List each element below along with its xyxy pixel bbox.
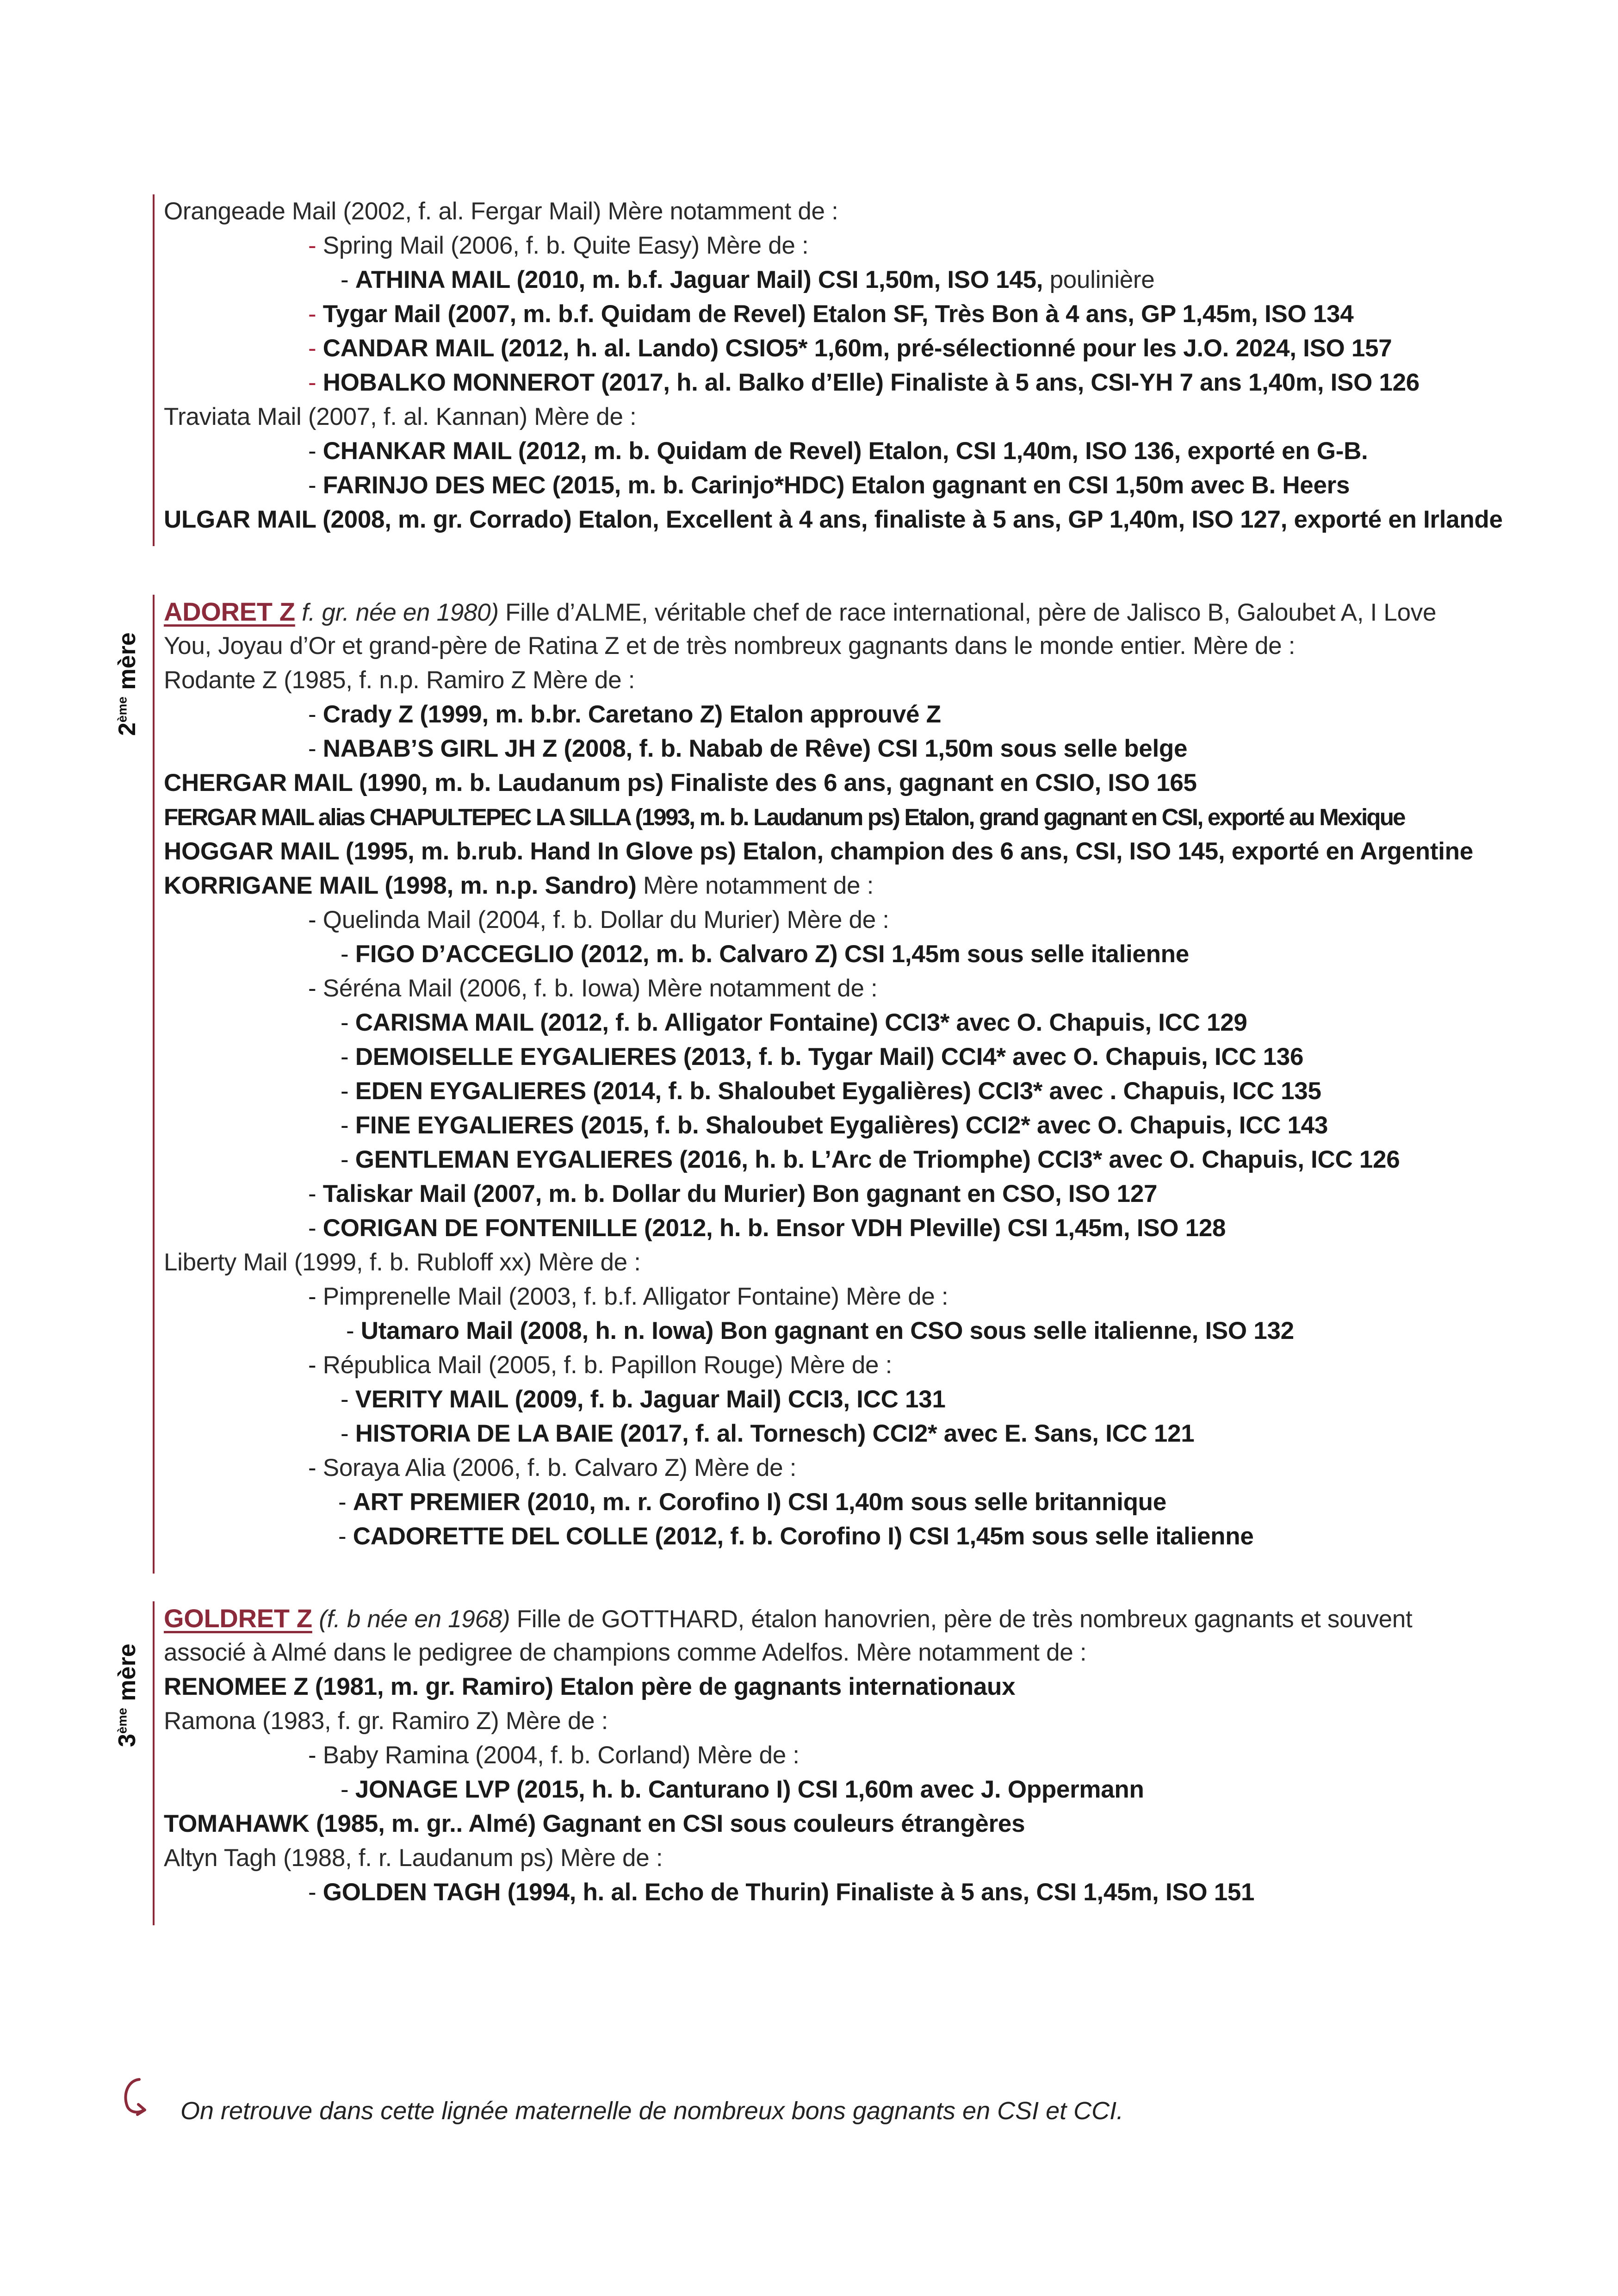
section-vertical-rule [153,194,155,546]
list-dash: - [308,1454,323,1481]
pedigree-line [341,1108,1328,1143]
section-vertical-rule [153,1601,155,1925]
list-dash: - [308,472,323,499]
section-third-dam [164,1601,1556,1925]
list-dash: - [338,1523,353,1550]
pedigree-line-text: ATHINA MAIL (2010, m. b.f. Jaguar Mail) CSI 1,50m, ISO 145, [355,266,1043,293]
list-dash: - [308,437,323,465]
pedigree-line [341,1773,1144,1807]
pedigree-line [308,1348,892,1382]
list-dash: - [341,1009,355,1036]
pedigree-line-text: Tygar Mail (2007, m. b.f. Quidam de Revel) Etalon SF, Très Bon à 4 ans, GP 1,45m, ISO 134 [322,300,1354,328]
dam-description: Fille de GOTTHARD, étalon hanovrien, père de très nombreux gagnants et souvent [510,1605,1413,1633]
list-dash: - [308,232,323,259]
pedigree-line [341,1382,946,1417]
pedigree-line-text: RENOMEE Z (1981, m. gr. Ramiro) Etalon père de gagnants internationaux [164,1673,1016,1700]
pedigree-line-text: Utamaro Mail (2008, h. n. Iowa) Bon gagnant en CSO sous selle italienne, ISO 132 [360,1317,1294,1344]
pedigree-line-text: CANDAR MAIL (2012, h. al. Lando) CSIO5* 1,60m, pré-sélectionné pour les J.O. 2024, ISO 157 [322,335,1392,362]
list-dash: - [346,1317,361,1344]
pedigree-line [164,503,1503,537]
pedigree-line [308,331,1392,366]
pedigree-line-text: JONAGE LVP (2015, h. b. Canturano I) CSI 1,60m avec J. Oppermann [355,1776,1144,1803]
pedigree-line-suffix: Mère notamment de : [636,872,874,899]
pedigree-line [308,434,1368,468]
list-dash: - [341,1146,355,1173]
pedigree-line-text: EDEN EYGALIERES (2014, f. b. Shaloubet Eygalières) CCI3* avec . Chapuis, ICC 135 [355,1077,1321,1105]
pedigree-line [341,1040,1303,1074]
pedigree-line [341,1143,1400,1177]
pedigree-line [164,663,635,697]
list-dash: - [341,1077,355,1105]
pedigree-line [308,297,1353,331]
pedigree-line [308,697,941,732]
list-dash: - [308,735,323,762]
pedigree-line [338,1485,1166,1519]
pedigree-line [308,1177,1157,1211]
pedigree-line [308,1211,1226,1245]
pedigree-line-text: CADORETTE DEL COLLE (2012, f. b. Corofino I) CSI 1,45m sous selle italienne [353,1523,1254,1550]
pedigree-line-text: FINE EYGALIERES (2015, f. b. Shaloubet Eygalières) CCI2* avec O. Chapuis, ICC 143 [355,1112,1328,1139]
list-dash: - [308,1879,323,1906]
pedigree-line-text: CHANKAR MAIL (2012, m. b. Quidam de Revel) Etalon, CSI 1,40m, ISO 136, exporté en G-B. [322,437,1368,465]
dam-description-cont: You, Joyau d’Or et grand-père de Ratina Z et de très nombreux gagnants dans le monde entier. Mère de : [164,632,1296,660]
pedigree-line [164,1704,608,1738]
pedigree-line [308,229,808,263]
list-dash: - [308,1214,323,1242]
pedigree-line-text: CARISMA MAIL (2012, f. b. Alligator Fontaine) CCI3* avec O. Chapuis, ICC 129 [355,1009,1247,1036]
pedigree-line-text: DEMOISELLE EYGALIERES (2013, f. b. Tygar Mail) CCI4* avec O. Chapuis, ICC 136 [355,1043,1304,1070]
footer-note: On retrouve dans cette lignée maternelle de nombreux bons gagnants en CSI et CCI. [180,2097,1124,2125]
dam-header [164,1601,1412,1636]
pedigree-line-text: VERITY MAIL (2009, f. b. Jaguar Mail) CCI3, ICC 131 [355,1386,946,1413]
list-dash: - [308,1283,323,1310]
curved-arrow-icon [118,2076,155,2117]
pedigree-line [308,732,1187,766]
pedigree-line-text: Liberty Mail (1999, f. b. Rubloff xx) Mère de : [164,1249,641,1276]
pedigree-line [164,869,874,903]
pedigree-line-text: HOGGAR MAIL (1995, m. b.rub. Hand In Glove ps) Etalon, champion des 6 ans, CSI, ISO 145, exporté en Argentine [164,838,1473,865]
list-dash: - [338,1488,353,1516]
list-dash: - [308,1180,323,1207]
pedigree-line-text: HISTORIA DE LA BAIE (2017, f. al. Tornesch) CCI2* avec E. Sans, ICC 121 [355,1420,1195,1447]
pedigree-line-text: ULGAR MAIL (2008, m. gr. Corrado) Etalon, Excellent à 4 ans, finaliste à 5 ans, GP 1,40m, ISO 127, exporté en Irlande [164,506,1503,533]
pedigree-line-text: CORIGAN DE FONTENILLE (2012, h. b. Ensor VDH Pleville) CSI 1,45m, ISO 128 [322,1214,1226,1242]
list-dash: - [341,1776,355,1803]
pedigree-line [308,468,1350,503]
pedigree-line [308,1738,800,1773]
pedigree-line [164,400,636,434]
pedigree-line [341,1417,1194,1451]
list-dash: - [341,1112,355,1139]
pedigree-line-text: HOBALKO MONNEROT (2017, h. al. Balko d’Elle) Finaliste à 5 ans, CSI-YH 7 ans 1,40m, ISO 126 [322,369,1420,396]
pedigree-line [338,1519,1254,1554]
list-dash: - [308,701,323,728]
pedigree-line-text: Orangeade Mail (2002, f. al. Fergar Mail) Mère notamment de : [164,198,838,225]
list-dash: - [308,369,323,396]
pedigree-line-text: Quelinda Mail (2004, f. b. Dollar du Murier) Mère de : [322,906,889,933]
pedigree-line [308,903,889,937]
pedigree-line-text: Séréna Mail (2006, f. b. Iowa) Mère notamment de : [322,975,878,1002]
pedigree-line [164,766,1197,800]
pedigree-line [164,834,1473,869]
list-dash: - [341,1043,355,1070]
list-dash: - [308,975,323,1002]
pedigree-line [164,1807,1025,1841]
pedigree-line-text: KORRIGANE MAIL (1998, m. n.p. Sandro) [164,872,637,899]
pedigree-line [308,1875,1254,1910]
pedigree-line-text: Rodante Z (1985, f. n.p. Ramiro Z Mère de : [164,666,635,694]
list-dash: - [308,1742,323,1769]
section-second-dam [164,595,1556,1576]
list-dash: - [341,1420,355,1447]
dam-name: ADORET Z [164,597,295,626]
pedigree-line [341,263,1154,297]
pedigree-line [164,1245,641,1280]
dam-description-cont: associé à Almé dans le pedigree de champions comme Adelfos. Mère notamment de : [164,1639,1087,1666]
pedigree-line-text: CHERGAR MAIL (1990, m. b. Laudanum ps) Finaliste des 6 ans, gagnant en CSIO, ISO 165 [164,769,1197,796]
list-dash: - [341,940,355,968]
section-orangeade-family [164,194,1556,546]
pedigree-line [164,194,838,229]
pedigree-line-text: Crady Z (1999, m. b.br. Caretano Z) Etalon approuvé Z [322,701,941,728]
dam-description: Fille d’ALME, véritable chef de race international, père de Jalisco B, Galoubet A, I Love [498,599,1437,626]
pedigree-line-text: Pimprenelle Mail (2003, f. b.f. Alligator Fontaine) Mère de : [322,1283,948,1310]
list-dash: - [308,1351,323,1379]
pedigree-line-text: Traviata Mail (2007, f. al. Kannan) Mère de : [164,403,637,430]
list-dash: - [308,300,323,328]
pedigree-line-text: Soraya Alia (2006, f. b. Calvaro Z) Mère de : [322,1454,797,1481]
pedigree-line-text: FARINJO DES MEC (2015, m. b. Carinjo*HDC) Etalon gagnant en CSI 1,50m avec B. Heers [322,472,1350,499]
pedigree-line-text: ART PREMIER (2010, m. r. Corofino I) CSI 1,40m sous selle britannique [353,1488,1166,1516]
dam-header [164,595,1436,630]
pedigree-line-suffix: poulinière [1043,266,1155,293]
pedigree-line [346,1314,1294,1348]
pedigree-line [308,971,877,1006]
pedigree-line-text: FIGO D’ACCEGLIO (2012, m. b. Calvaro Z) CSI 1,45m sous selle italienne [355,940,1189,968]
side-label-3eme-mere: 3ème mère [114,1643,141,1747]
list-dash: - [308,906,323,933]
dam-name: GOLDRET Z [164,1604,312,1633]
list-dash: - [341,266,355,293]
pedigree-line-text: NABAB’S GIRL JH Z (2008, f. b. Nabab de Rêve) CSI 1,50m sous selle belge [322,735,1188,762]
pedigree-line [308,1280,948,1314]
pedigree-line-text: Baby Ramina (2004, f. b. Corland) Mère de : [322,1742,800,1769]
pedigree-line-text: Altyn Tagh (1988, f. r. Laudanum ps) Mère de : [164,1844,663,1872]
dam-birth: (f. b née en 1968) [312,1605,510,1633]
pedigree-line-text: Républica Mail (2005, f. b. Papillon Rouge) Mère de : [322,1351,893,1379]
pedigree-line [308,1451,796,1485]
pedigree-line-text: Ramona (1983, f. gr. Ramiro Z) Mère de : [164,1707,608,1735]
pedigree-line-text: FERGAR MAIL alias CHAPULTEPEC LA SILLA (1993, m. b. Laudanum ps) Etalon, grand gagnant en CSI, exporté au Mexique [164,804,1405,830]
pedigree-line [341,1074,1321,1108]
side-label-2eme-mere: 2ème mère [114,632,141,736]
pedigree-line-text: GENTLEMAN EYGALIERES (2016, h. b. L’Arc de Triomphe) CCI3* avec O. Chapuis, ICC 126 [355,1146,1400,1173]
dam-birth: f. gr. née en 1980) [295,599,499,626]
pedigree-line [164,1841,663,1875]
list-dash: - [308,335,323,362]
list-dash: - [341,1386,355,1413]
pedigree-line [164,800,1405,834]
pedigree-line [308,366,1420,400]
pedigree-line-text: Taliskar Mail (2007, m. b. Dollar du Murier) Bon gagnant en CSO, ISO 127 [322,1180,1158,1207]
pedigree-line [341,1006,1247,1040]
section-vertical-rule [153,595,155,1574]
pedigree-line [341,937,1189,971]
pedigree-line [164,1670,1015,1704]
pedigree-line-text: TOMAHAWK (1985, m. gr.. Almé) Gagnant en CSI sous couleurs étrangères [164,1810,1025,1837]
pedigree-line-text: GOLDEN TAGH (1994, h. al. Echo de Thurin) Finaliste à 5 ans, CSI 1,45m, ISO 151 [322,1879,1255,1906]
pedigree-line-text: Spring Mail (2006, f. b. Quite Easy) Mère de : [322,232,809,259]
